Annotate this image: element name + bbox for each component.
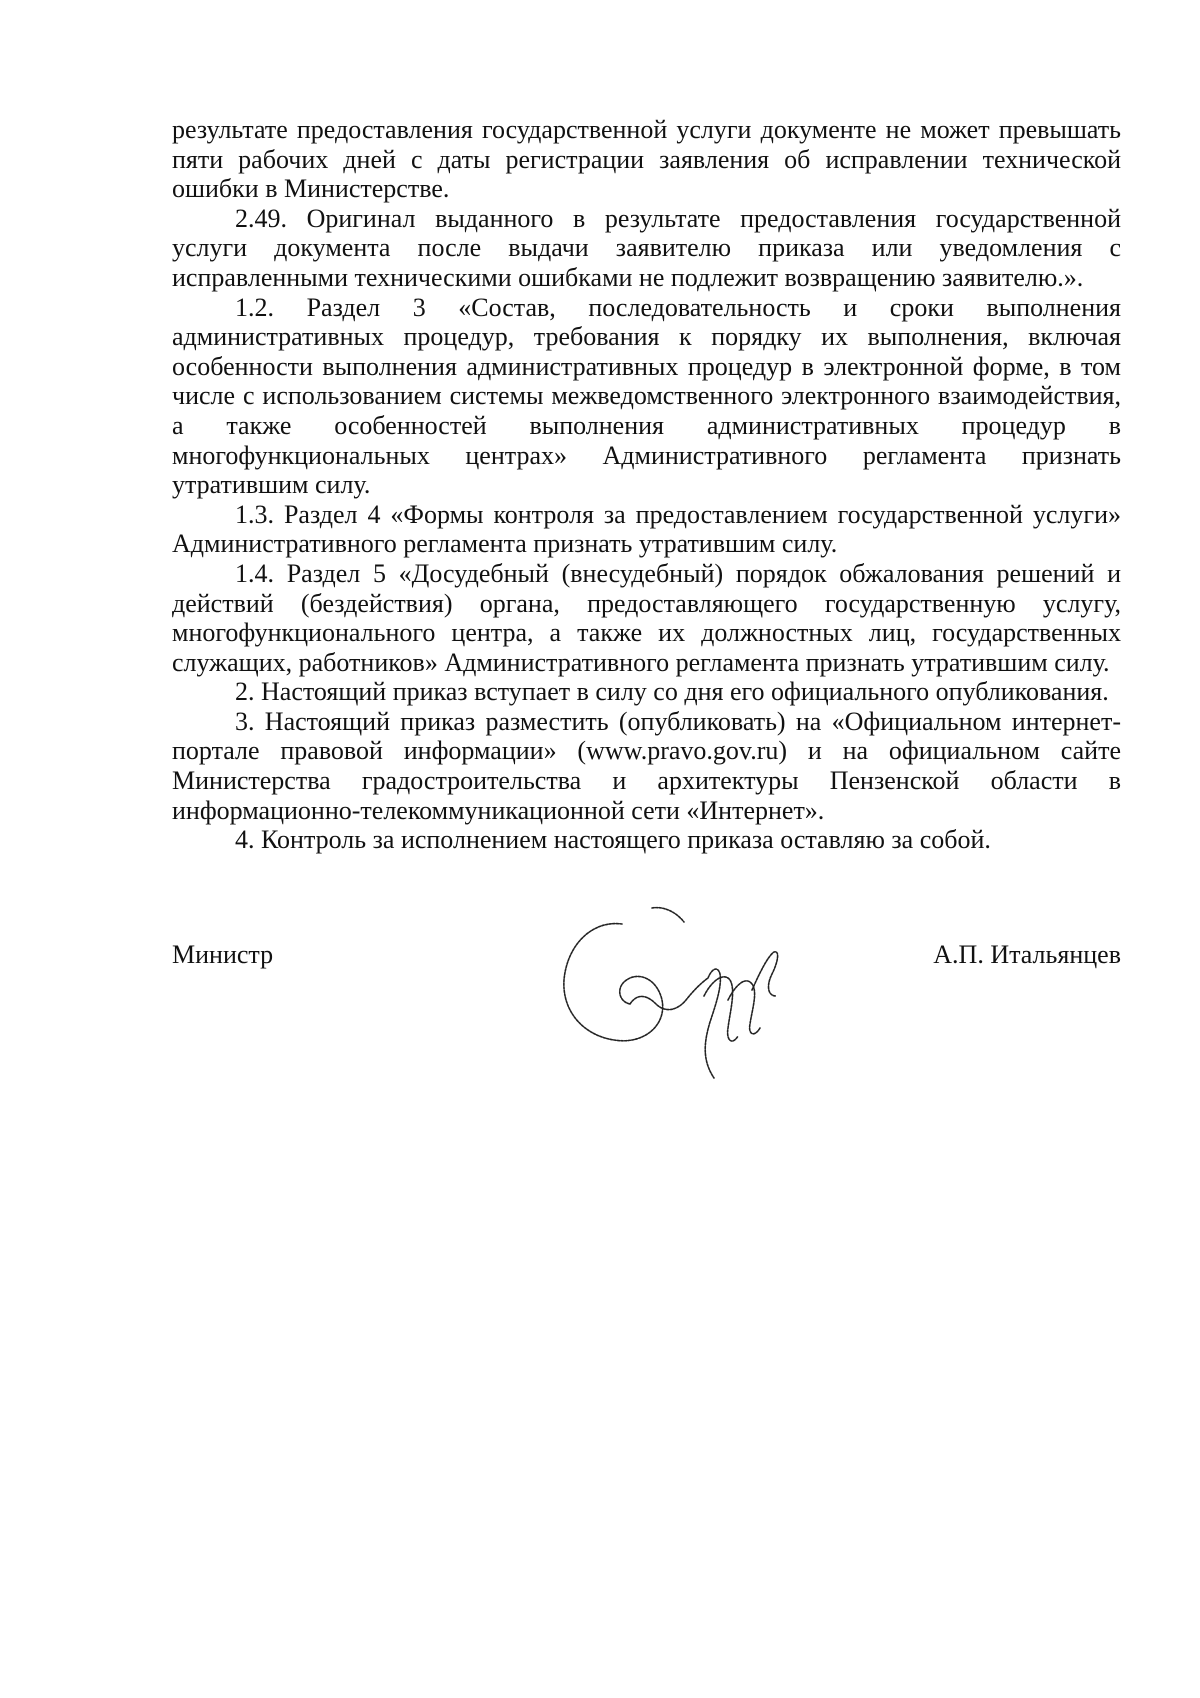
signatory-title: Министр [172, 940, 274, 969]
handwritten-signature-icon [552, 900, 812, 1085]
paragraph-1-4: 1.4. Раздел 5 «Досудебный (внесудебный) порядок обжалования решений и действий (бездействия) органа, предоставляющего государственную услугу, многофункционального центра, а также их должностных лиц, государственных служащих, работников» Административного регламента признать утратившим силу. [172, 558, 1121, 677]
paragraph-2-49: 2.49. Оригинал выданного в результате предоставления государственной услуги документа после выдачи заявителю приказа или уведомления с исправленными техническими ошибками не подлежит возвращению заявителю.». [172, 203, 1121, 292]
paragraph-2: 2. Настоящий приказ вступает в силу со дня его официального опубликования. [235, 677, 1109, 707]
paragraph-4: 4. Контроль за исполнением настоящего приказа оставляю за собой. [235, 825, 991, 855]
paragraph-3: 3. Настоящий приказ разместить (опубликовать) на «Официальном интернет-портале правовой информации» (www.pravo.gov.ru) и на официальном сайте Министерства градостроительства и архитектуры Пензенской области в информационно-телекоммуникационной сети «Интернет». [172, 706, 1121, 825]
document-body [172, 115, 1121, 855]
paragraph-continuation: результате предоставления государственной услуги документе не может превышать пяти рабочих дней с даты регистрации заявления об исправлении технической ошибки в Министерстве. [172, 115, 1121, 204]
paragraph-1-2: 1.2. Раздел 3 «Состав, последовательность и сроки выполнения административных процедур, требования к порядку их выполнения, включая особенности выполнения административных процедур в электронной форме, в том числе с использованием системы межведомственного электронного взаимодействия, а также особенностей выполнения административных процедур в многофункциональных центрах» Административного регламента признать утратившим силу. [172, 292, 1121, 500]
signatory-name: А.П. Итальянцев [933, 940, 1121, 969]
paragraph-1-3: 1.3. Раздел 4 «Формы контроля за предоставлением государственной услуги» Административного регламента признать утратившим силу. [172, 499, 1121, 559]
